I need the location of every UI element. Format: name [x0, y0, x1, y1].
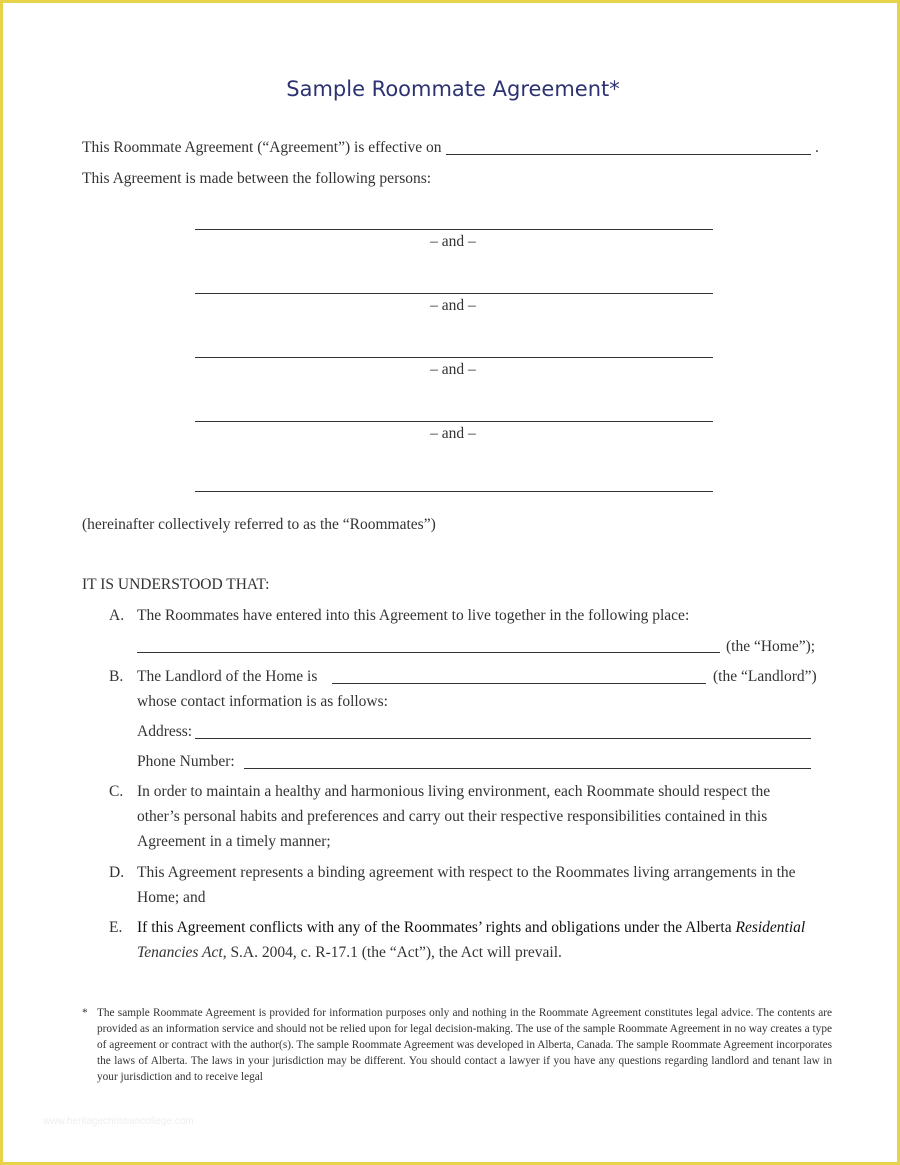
clause-d-line1: This Agreement represents a binding agreement with respect to the Roommates living arrangements in the: [137, 864, 796, 881]
landlord-phone-blank[interactable]: [244, 768, 811, 769]
intro-period: .: [815, 139, 819, 156]
clause-c-line3: Agreement in a timely manner;: [137, 833, 331, 850]
home-suffix: (the “Home”);: [726, 638, 816, 655]
understood-heading: IT IS UNDERSTOOD THAT:: [82, 576, 270, 593]
clause-b-text: The Landlord of the Home is: [137, 668, 318, 685]
person-3-blank[interactable]: [195, 357, 713, 358]
clause-e-line2-text: , S.A. 2004, c. R-17.1 (the “Act”), the Act will prevail.: [222, 944, 562, 961]
intro-effective-text: This Roommate Agreement (“Agreement”) is effective on: [82, 139, 442, 156]
watermark-text: www.heritagechristiancollege.com: [43, 1116, 194, 1127]
clause-e-line2: [137, 944, 562, 962]
landlord-suffix: (the “Landlord”): [713, 668, 817, 685]
clause-e-act-name: Tenancies Act: [137, 944, 223, 961]
clause-e-letter: E.: [109, 919, 123, 936]
footnote: [82, 1005, 832, 1085]
page-title: Sample Roommate Agreement*: [286, 77, 620, 101]
clause-e-line1-italic: Residential: [735, 919, 806, 936]
clause-c-line2: other’s personal habits and preferences and carry out their respective responsibilities contained in this: [137, 808, 768, 825]
clause-c-line1: In order to maintain a healthy and harmonious living environment, each Roommate should respect the: [137, 783, 771, 800]
landlord-name-blank[interactable]: [332, 683, 706, 684]
clause-e-line1-text: If this Agreement conflicts with any of the Roommates’ rights and obligations under the Alberta: [137, 919, 732, 936]
intro-persons-text: This Agreement is made between the following persons:: [82, 170, 432, 187]
clause-a-text: The Roommates have entered into this Agreement to live together in the following place:: [137, 607, 690, 624]
home-address-blank[interactable]: [137, 652, 720, 653]
and-separator: – and –: [430, 233, 476, 250]
clause-c-letter: C.: [109, 783, 124, 800]
person-4-blank[interactable]: [195, 421, 713, 422]
clause-b-text2: whose contact information is as follows:: [137, 693, 388, 710]
and-separator: – and –: [430, 297, 476, 314]
landlord-address-blank[interactable]: [195, 738, 811, 739]
effective-date-blank[interactable]: [446, 154, 811, 155]
hereinafter-text: (hereinafter collectively referred to as the “Roommates”): [82, 516, 436, 533]
person-2-blank[interactable]: [195, 293, 713, 294]
clause-e-line1: [137, 919, 805, 937]
footnote-text: The sample Roommate Agreement is provided for information purposes only and nothing in the Roommate Agreement constitutes legal advice. The contents are provided as an information service and should not be relied upon for legal decision-making. The use of the sample Roommate Agreement in no way creates a type of agreement or contract with the author(s). The sample Roommate Agreement was developed in Alberta, Canada. The sample Roommate Agreement incorporates the laws of Alberta. The laws in your jurisdiction may be different. You should contact a lawyer if you have any questions regarding landlord and tenant law in your jurisdiction and to receive legal: [97, 1007, 832, 1083]
clause-d-line2: Home; and: [137, 889, 206, 906]
person-1-blank[interactable]: [195, 229, 713, 230]
phone-label: Phone Number:: [137, 753, 235, 770]
and-separator: – and –: [430, 361, 476, 378]
clause-a-letter: A.: [109, 607, 125, 624]
address-label: Address:: [137, 723, 193, 740]
clause-b-letter: B.: [109, 668, 124, 685]
clause-d-letter: D.: [109, 864, 125, 881]
and-separator: – and –: [430, 425, 476, 442]
person-5-blank[interactable]: [195, 491, 713, 492]
footnote-marker: *: [82, 1007, 88, 1019]
